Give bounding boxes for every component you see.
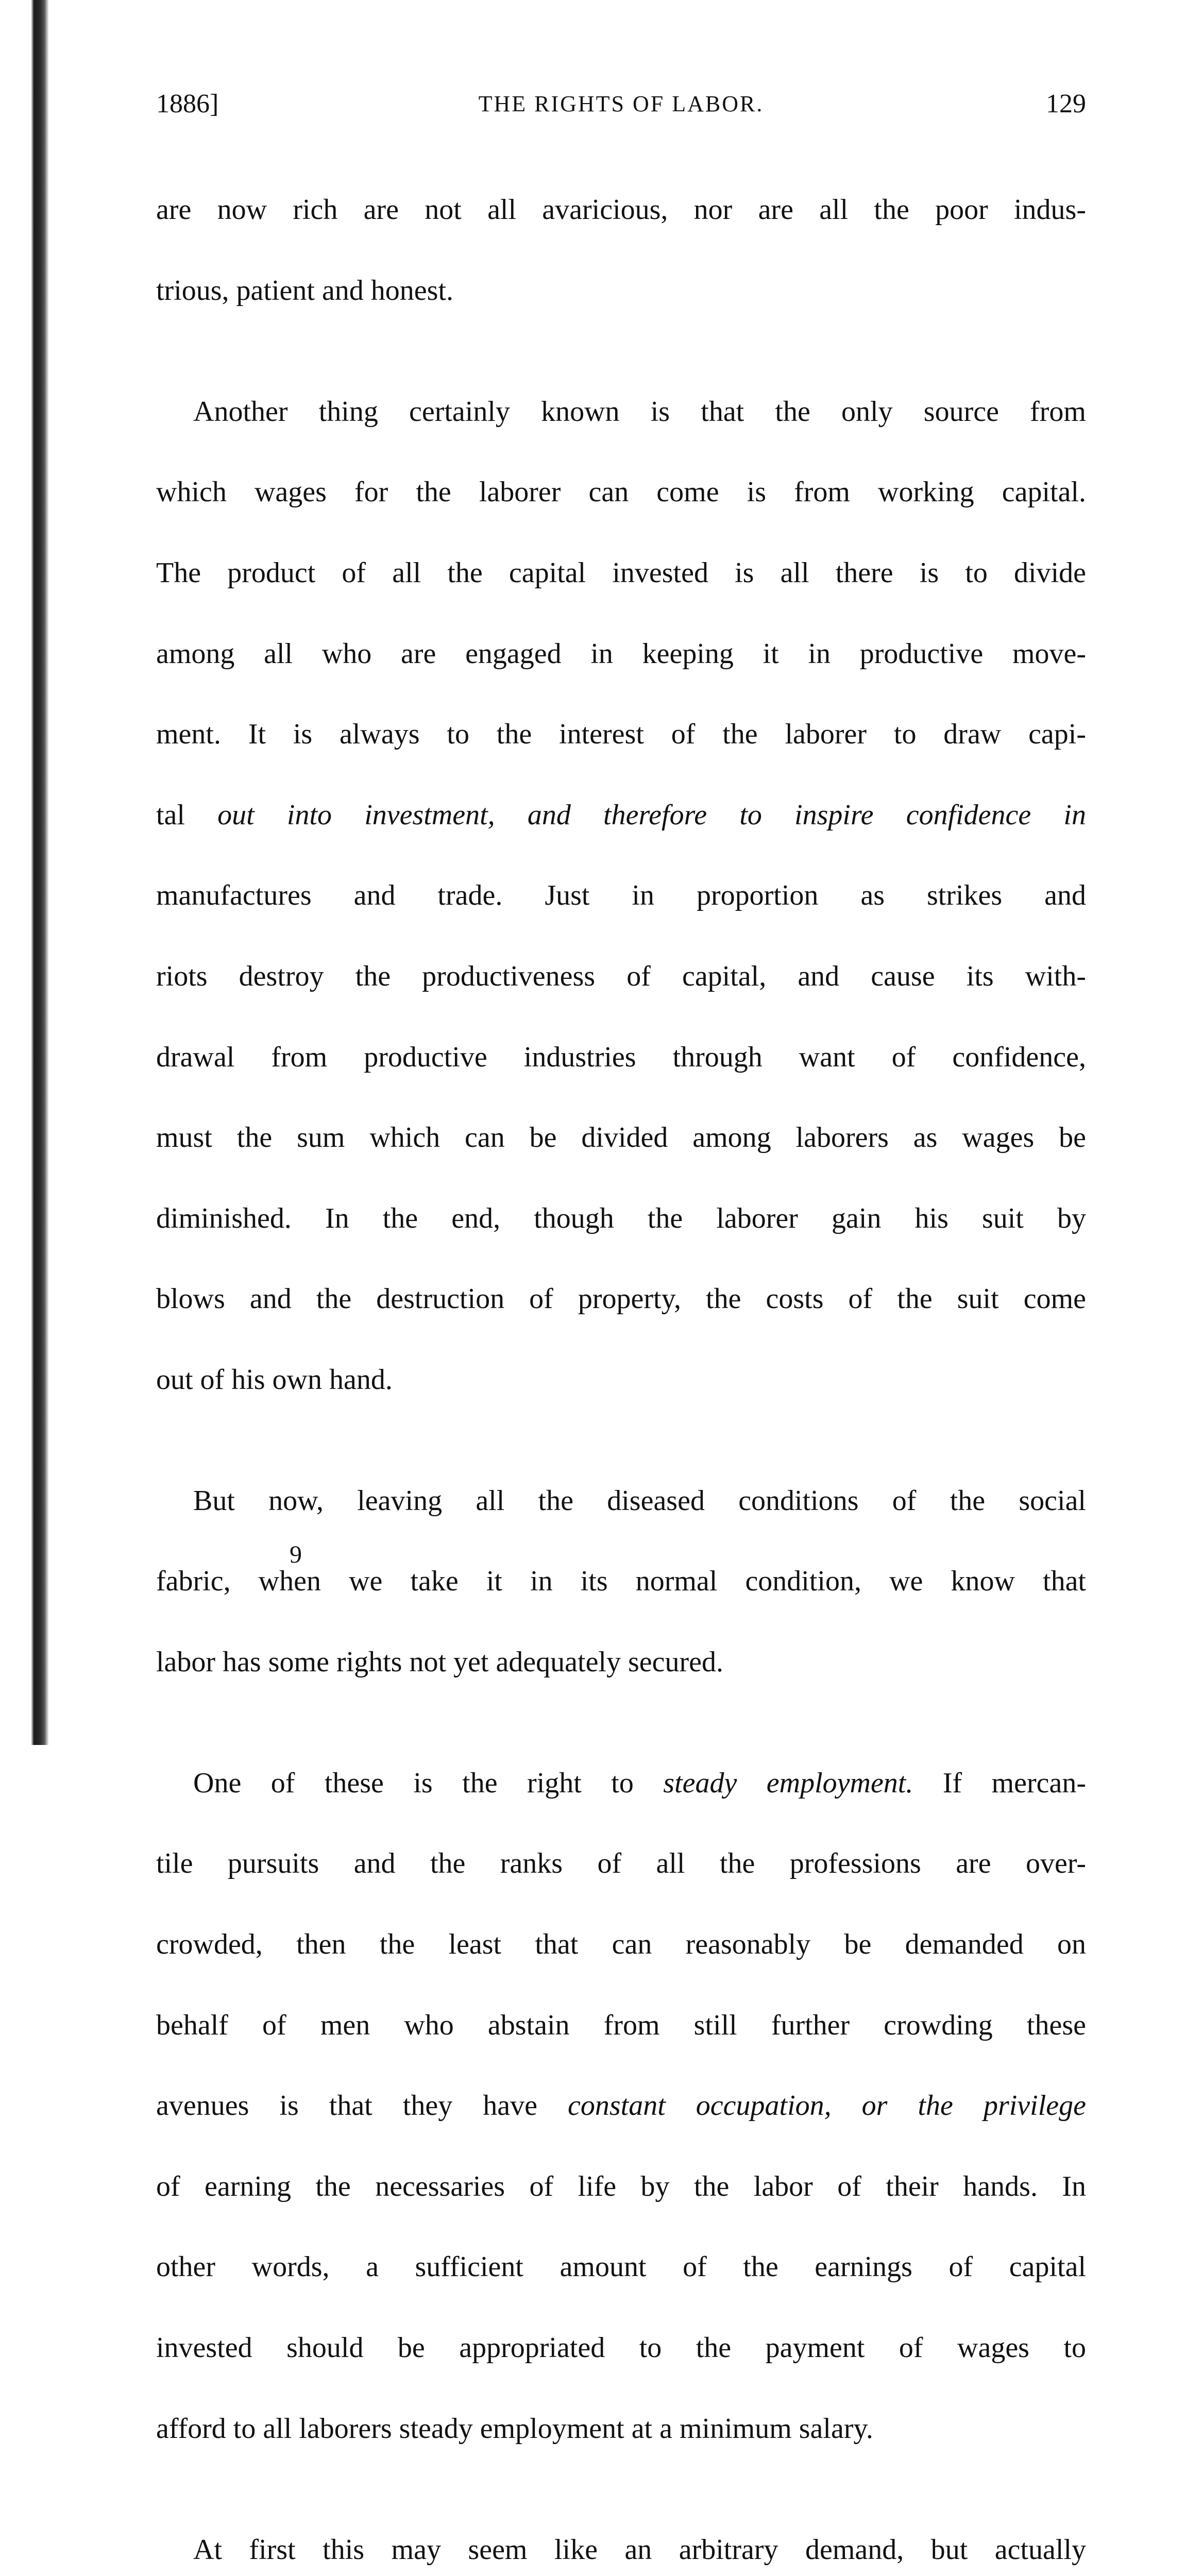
line: diminished. In the end, though the laborer gain his suit by (156, 1202, 1086, 1234)
line: ment. It is always to the interest of the laborer to draw capi- (156, 718, 1086, 751)
running-head-title: THE RIGHTS OF LABOR. (478, 91, 764, 116)
line: among all who are engaged in keeping it in productive move- (156, 637, 1086, 670)
line: afford to all laborers steady employment at a minimum salary. (156, 2412, 873, 2445)
page-number: 129 (1046, 89, 1086, 118)
line: But now, leaving all the diseased conditions of the social (193, 1484, 1086, 1517)
line: which wages for the laborer can come is from working capital. (156, 476, 1086, 509)
line: other words, a sufficient amount of the earnings of capital (156, 2251, 1086, 2283)
paragraph-4 (156, 1723, 1086, 2489)
line: riots destroy the productiveness of capital, and cause its with- (156, 960, 1086, 992)
line: are now rich are not all avaricious, nor are all the poor indus- (156, 194, 1086, 226)
paragraph-2 (156, 351, 1086, 1440)
line: of earning the necessaries of life by the labor of their hands. In (156, 2170, 1086, 2202)
line: crowded, then the least that can reasonably be demanded on (156, 1928, 1086, 1961)
line: The product of all the capital invested is all there is to divide (156, 556, 1086, 589)
line: behalf of men who abstain from still further crowding these (156, 2009, 1086, 2041)
line: must the sum which can be divided among laborers as wages be (156, 1122, 1086, 1154)
line: Another thing certainly known is that the only source from (193, 395, 1086, 428)
line: out of his own hand. (156, 1363, 393, 1396)
binding-edge (0, 0, 49, 1745)
line: One of these is the right to steady employment. If mercan- (193, 1767, 1086, 1799)
line: manufactures and trade. Just in proportion as strikes and (156, 879, 1086, 912)
running-head-year: 1886] (156, 89, 219, 118)
line: At first this may seem like an arbitrary demand, but actually (193, 2533, 1086, 2566)
line: blows and the destruction of property, the costs of the suit come (156, 1283, 1086, 1315)
body-text (156, 149, 1086, 2576)
line: fabric, when we take it in its normal condition, we know that (156, 1565, 1086, 1598)
paragraph-5 (156, 2489, 1086, 2576)
line: avenues is that they have constant occupation, or the privilege (156, 2090, 1086, 2122)
paragraph-3 (156, 1440, 1086, 1723)
running-head (156, 83, 1086, 125)
line: trious, patient and honest. (156, 274, 454, 307)
signature-mark: 9 (290, 1541, 302, 1568)
paragraph-1 (156, 149, 1086, 351)
line: invested should be appropriated to the payment of wages to (156, 2332, 1086, 2364)
line: tile pursuits and the ranks of all the professions are over- (156, 1848, 1086, 1880)
line: drawal from productive industries through want of confidence, (156, 1041, 1086, 1073)
line: tal out into investment, and therefore to inspire confidence in (156, 799, 1086, 831)
line: labor has some rights not yet adequately secured. (156, 1646, 723, 1678)
